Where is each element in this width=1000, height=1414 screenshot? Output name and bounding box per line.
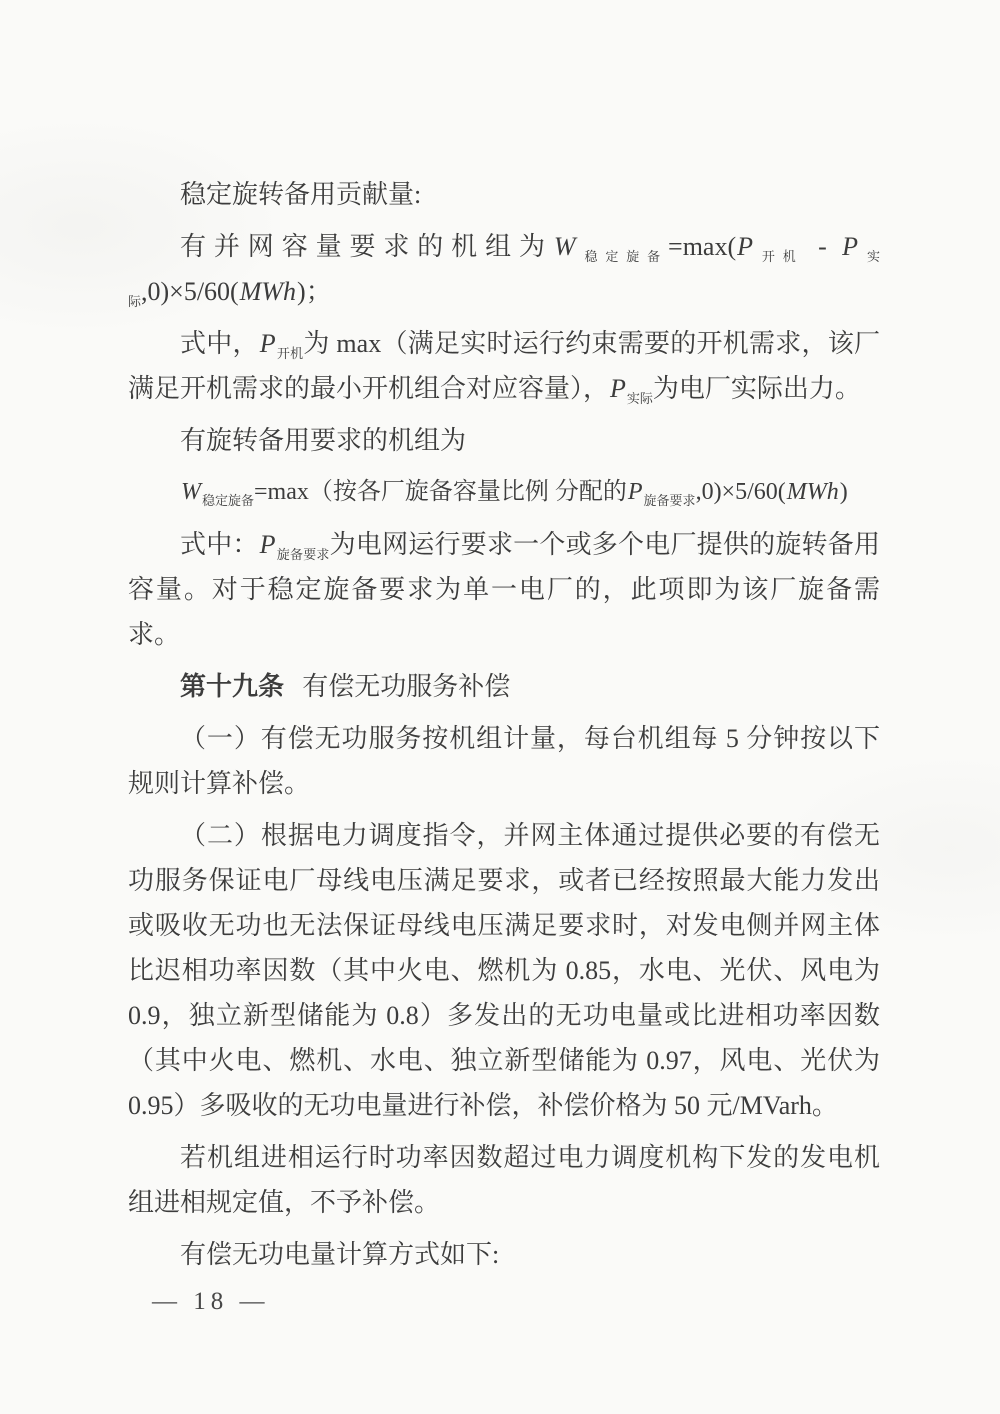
formula-variable-W: W: [553, 232, 576, 261]
formula-subscript: 旋备要求: [276, 547, 330, 562]
formula-operator: ): [839, 479, 848, 505]
paragraph-text: 若机组进相运行时功率因数超过电力调度机构下发的发电机组进相规定值，不予补偿。: [128, 1143, 880, 1217]
formula-variable-P: P: [610, 374, 626, 403]
document-body: [128, 172, 880, 1284]
paragraph-text: 有旋转备用要求的机组为: [180, 426, 467, 455]
formula-subscript: 稳定旋备: [202, 493, 255, 508]
paragraph-text: 有并网容量要求的机组为: [180, 232, 553, 261]
page-number: — 18 —: [152, 1288, 270, 1315]
formula-subscript: 旋备要求: [643, 493, 696, 508]
formula-subscript: 开机: [276, 346, 304, 361]
formula-variable-P: P: [627, 479, 643, 505]
article-title: 有偿无功服务补偿: [302, 672, 511, 701]
paragraph-grid-capacity-formula: [128, 224, 880, 314]
formula-operator: ,0)×5/60(: [141, 277, 239, 306]
paragraph-text: 式中，: [180, 329, 259, 358]
paragraph-text: （一）有偿无功服务按机组计量，每台机组每 5 分钟按以下规则计算补偿。: [128, 724, 880, 798]
paragraph-reserve-requirement-intro: [128, 418, 880, 463]
formula-subscript: 实际: [128, 249, 880, 309]
paragraph-formula1-explanation: [128, 321, 880, 411]
formula-variable-P: P: [842, 232, 859, 261]
paragraph-text: 为电厂实际出力。: [652, 374, 861, 403]
formula-operator: =max(: [668, 232, 737, 261]
paragraph-text: 为 max（满足实时运行约束需要的开机需求，该厂满足开机需求的最小开机组合对应容量），: [128, 329, 880, 403]
formula-subscript: 实际: [626, 391, 653, 406]
formula-subscript: 稳定旋备: [576, 249, 669, 264]
formula-variable-P: P: [737, 232, 754, 261]
paragraph-text: 为电网运行要求一个或多个电厂提供的旋转备用容量。对于稳定旋备要求为单一电厂的，此项即为该厂旋备需求。: [128, 530, 880, 649]
formula-operator: =max（按各厂旋备容量比例 分配的: [254, 479, 627, 505]
paragraph-clause-2: [128, 813, 880, 1128]
formula-standalone-line: [128, 470, 880, 515]
article-number: 第十九条: [180, 671, 285, 701]
article-19-heading: [128, 664, 880, 709]
paragraph-spinning-reserve-title: [128, 172, 880, 217]
paragraph-text: （二）根据电力调度指令，并网主体通过提供必要的有偿无功服务保证电厂母线电压满足要求，或者已经按照最大能力发出或吸收无功也无法保证母线电压满足要求时，对发电侧并网主体比迟相功率因数（其中火电、燃机为 0.85，水电、光伏、风电为 0.9，独立新型储能为 0.8）多发出的无功电量或比进相功率因数（其中火电、燃机、水电、独立新型储能为 0.97，风电、光伏为 0.95）多吸收的无功电量进行补偿，补偿价格为 50 元/MVarh。: [128, 821, 880, 1120]
paragraph-clause-1: [128, 716, 880, 806]
formula-operator: ,0)×5/60(: [695, 479, 786, 505]
formula-variable-P: P: [259, 329, 276, 358]
paragraph-no-compensation-rule: [128, 1135, 880, 1225]
formula-operator: -: [803, 232, 842, 261]
formula-unit: MWh: [239, 277, 297, 306]
formula-variable-W: W: [181, 479, 201, 505]
formula-operator: )；: [297, 277, 332, 306]
formula-variable-P: P: [259, 530, 276, 559]
formula-unit: MWh: [786, 479, 839, 505]
paragraph-text: 式中：: [180, 530, 259, 559]
paragraph-text: 稳定旋转备用贡献量:: [180, 180, 422, 209]
paragraph-formula2-explanation: [128, 522, 880, 657]
paragraph-text: 有偿无功电量计算方式如下:: [180, 1240, 500, 1269]
formula-subscript: 开机: [754, 249, 804, 264]
paragraph-calculation-method-intro: [128, 1232, 880, 1277]
